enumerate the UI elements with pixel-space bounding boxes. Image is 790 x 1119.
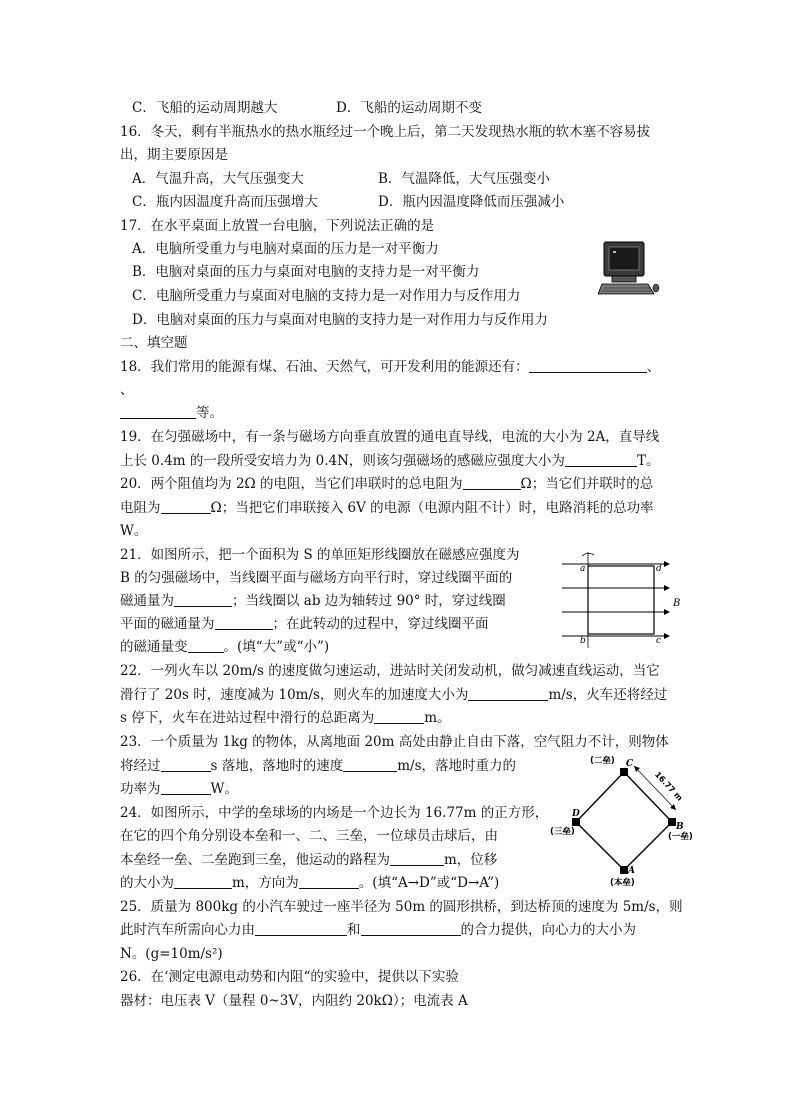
q25-line1: 25．质量为 800kg 的小汽车驶过一座半径为 50m 的圆形拱桥，到达桥顶的速度为 5m/s，则 <box>120 899 683 915</box>
section-heading: 二、填空题 <box>120 335 188 351</box>
q16-option-d: D．瓶内因温度降低而压强减小 <box>378 194 565 210</box>
q20-line1: 20．两个阻值均为 2Ω 的电阻，当它们串联时的总电阻为 Ω；当它们并联时的总 <box>120 476 654 492</box>
q21-line5: 的磁通量变 。(填“大”或“小”) <box>120 639 330 655</box>
q21-line1: 21．如图所示，把一个面积为 S 的单匝矩形线圈放在磁感应强度为 <box>120 547 520 563</box>
q23-line3: 功率为 W。 <box>120 781 238 797</box>
computer-figure <box>598 240 660 298</box>
q25-line2: 此时汽车所需向心力由 和 的合力提供，向心力的大小为 <box>120 922 636 938</box>
label-a: a <box>580 564 586 574</box>
monitor-base <box>612 276 636 282</box>
q24-line4: 的大小为 m，方向为 。(填“A→D”或“D→A”) <box>120 875 500 891</box>
q21-line4: 平面的磁通量为 ；在此转动的过程中，穿过线圈平面 <box>120 616 489 632</box>
q15-option-d: D．飞船的运动周期不变 <box>336 100 482 116</box>
q16-option-a: A．气温升高，大气压强变大 <box>132 171 304 187</box>
q19-line2: 上长 0.4m 的一段所受安培力为 0.4N，则该匀强磁场的感磁应强度大小为 T。 <box>120 453 660 469</box>
coil-figure <box>560 550 685 650</box>
third-base-label: (三垒) <box>550 827 575 837</box>
base-C <box>620 768 628 776</box>
q24-line3: 本垒经一垒、二垒跑到三垒，他运动的路程为 m，位移 <box>120 852 498 868</box>
label-B: B <box>676 822 684 832</box>
q17-option-c: C．电脑所受重力与桌面对电脑的支持力是一对作用力与反作用力 <box>132 288 521 304</box>
label-B: B <box>673 598 681 609</box>
q17-option-d: D．电脑对桌面的压力与桌面对电脑的支持力是一对作用力与反作用力 <box>132 312 548 328</box>
base-A <box>620 866 628 874</box>
q15-option-c: C．飞船的运动周期越大 <box>132 100 278 116</box>
home-base-label: (本垒) <box>610 878 635 888</box>
q24-line1: 24．如图所示，中学的垒球场的内场是一个边长为 16.77m 的正方形， <box>120 805 549 821</box>
monitor-screen <box>609 247 639 270</box>
q25-line3: N。(g=10m/s²) <box>120 946 223 962</box>
q18-line1: 18．我们常用的能源有煤、石油、天然气，可开发利用的能源还有： 、 <box>120 359 661 375</box>
q16-option-c: C．瓶内因温度升高而压强增大 <box>132 194 318 210</box>
label-c: c <box>656 636 662 646</box>
mouse <box>653 284 659 292</box>
q26-line1: 26．在‘测定电源电动势和内阻“的实验中，提供以下实验 <box>120 969 459 985</box>
label-C: C <box>626 759 634 769</box>
q18-line3: 等。 <box>120 403 223 423</box>
q26-line2: 器材：电压表 V（量程 0~3V，内阻约 20kΩ）；电流表 A <box>120 993 468 1009</box>
q24-line2: 在它的四个角分别设本垒和一、二、三垒，一位球员击球后，由 <box>120 828 498 844</box>
q23-line1: 23．一个质量为 1kg 的物体，从离地面 20m 高处由静止自由下落，空气阻力不计，则物体 <box>120 734 669 750</box>
q20-line3: W。 <box>120 523 148 539</box>
q16-option-b: B．气温降低，大气压强变小 <box>378 171 550 187</box>
label-D: D <box>572 809 580 819</box>
second-base-label: (二垒) <box>590 756 615 766</box>
q17-option-b: B．电脑对桌面的压力与桌面对电脑的支持力是一对平衡力 <box>132 264 480 280</box>
q22-line2: 滑行了 20s 时，速度减为 10m/s，则火车的加速度大小为 m/s，火车还将经过 <box>120 687 668 703</box>
q22-line1: 22．一列火车以 20m/s 的速度做匀速运动，进站时关闭发动机，做匀减速直线运动，当它 <box>120 663 660 679</box>
base-D <box>572 818 580 826</box>
screen-dot <box>613 251 616 253</box>
coil-rectangle <box>588 566 654 634</box>
q17-stem: 17．在水平桌面上放置一台电脑，下列说法正确的是 <box>120 218 435 234</box>
diamond-figure <box>548 752 698 890</box>
label-d: d <box>656 564 662 574</box>
first-base-label: (一垒) <box>668 832 693 842</box>
q21-line3: 磁通量为 ；当线圈以 ab 边为轴转过 90° 时，穿过线圈 <box>120 593 506 609</box>
label-A: A <box>628 866 635 876</box>
diamond-square <box>576 772 672 870</box>
q16-stem-line1: 16．冬天，剩有半瓶热水的热水瓶经过一个晚上后，第二天发现热水瓶的软木塞不容易拔 <box>120 124 651 140</box>
q18-line2: 、 <box>120 382 134 398</box>
keyboard <box>598 284 654 294</box>
q20-line2: 电阻为 Ω；当把它们串联接入 6V 的电源（电源内阻不计）时，电路消耗的总功率 <box>120 500 654 516</box>
base-B <box>668 818 676 826</box>
q21-line2: B 的匀强磁场中，当线圈平面与磁场方向平行时，穿过线圈平面的 <box>120 570 513 586</box>
length-label: 16.77 m <box>652 769 685 803</box>
q23-line2: 将经过 s 落地，落地时的速度 m/s，落地时重力的 <box>120 758 517 774</box>
q16-stem-line2: 出，期主要原因是 <box>120 147 228 163</box>
label-b: b <box>580 636 586 646</box>
q19-line1: 19．在匀强磁场中，有一条与磁场方向垂直放置的通电直导线，电流的大小为 2A，直导线 <box>120 429 660 445</box>
q22-line3: s 停下，火车在进站过程中滑行的总距离为 m。 <box>120 710 451 726</box>
q17-option-a: A．电脑所受重力与电脑对桌面的压力是一对平衡力 <box>132 241 439 257</box>
